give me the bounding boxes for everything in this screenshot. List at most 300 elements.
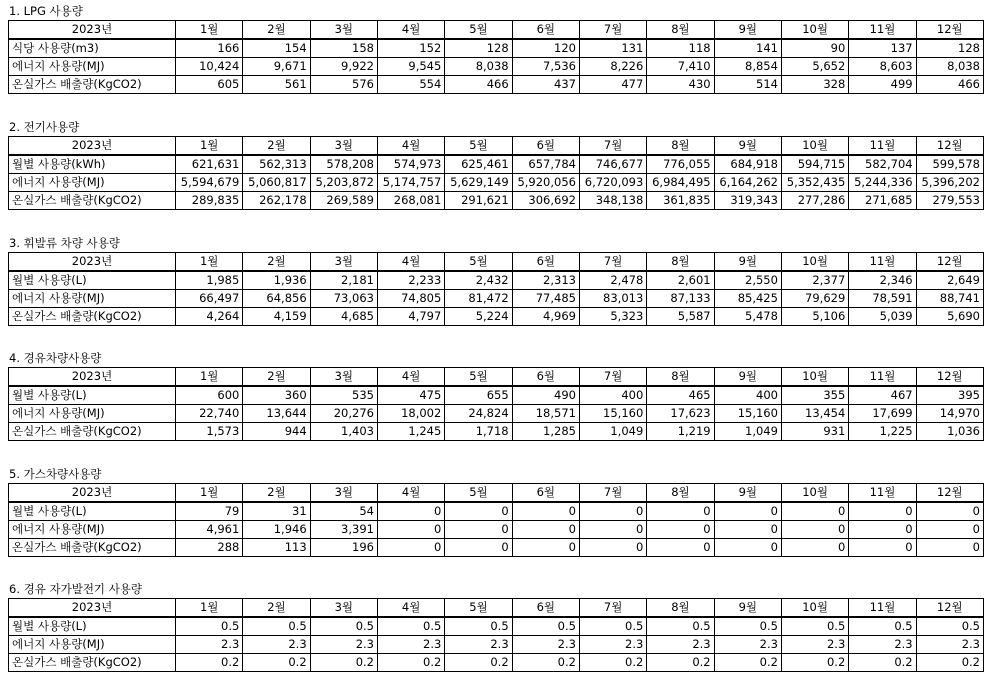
row-label-cell[interactable]: 월별 사용량(L) <box>9 502 176 521</box>
value-cell[interactable]: 8,038 <box>445 58 512 76</box>
month-header-cell[interactable]: 2월 <box>243 137 310 156</box>
month-header-cell[interactable]: 8월 <box>647 137 714 156</box>
value-cell[interactable]: 361,835 <box>647 192 714 210</box>
month-header-cell[interactable]: 4월 <box>377 253 444 272</box>
value-cell[interactable]: 0.2 <box>579 654 646 672</box>
value-cell[interactable]: 0.2 <box>647 654 714 672</box>
month-header-cell[interactable]: 9월 <box>714 599 781 618</box>
value-cell[interactable]: 18,571 <box>512 405 579 423</box>
value-cell[interactable]: 0.5 <box>176 617 243 636</box>
value-cell[interactable]: 2,550 <box>714 271 781 290</box>
value-cell[interactable]: 288 <box>176 539 243 557</box>
value-cell[interactable]: 1,225 <box>849 423 916 441</box>
value-cell[interactable]: 1,573 <box>176 423 243 441</box>
value-cell[interactable]: 78,591 <box>849 290 916 308</box>
month-header-cell[interactable]: 9월 <box>714 253 781 272</box>
month-header-cell[interactable]: 2월 <box>243 599 310 618</box>
value-cell[interactable]: 5,652 <box>781 58 848 76</box>
value-cell[interactable]: 746,677 <box>579 155 646 174</box>
value-cell[interactable]: 7,410 <box>647 58 714 76</box>
value-cell[interactable]: 466 <box>916 76 983 94</box>
value-cell[interactable]: 1,946 <box>243 521 310 539</box>
value-cell[interactable]: 2,601 <box>647 271 714 290</box>
value-cell[interactable]: 2.3 <box>647 636 714 654</box>
value-cell[interactable]: 0 <box>647 502 714 521</box>
value-cell[interactable]: 8,603 <box>849 58 916 76</box>
month-header-cell[interactable]: 8월 <box>647 253 714 272</box>
month-header-cell[interactable]: 11월 <box>849 368 916 387</box>
value-cell[interactable]: 1,403 <box>310 423 377 441</box>
value-cell[interactable]: 2.3 <box>445 636 512 654</box>
value-cell[interactable]: 0 <box>916 539 983 557</box>
month-header-cell[interactable]: 10월 <box>781 253 848 272</box>
value-cell[interactable]: 0 <box>849 502 916 521</box>
value-cell[interactable]: 499 <box>849 76 916 94</box>
value-cell[interactable]: 79,629 <box>781 290 848 308</box>
value-cell[interactable]: 0.2 <box>714 654 781 672</box>
value-cell[interactable]: 0 <box>377 539 444 557</box>
value-cell[interactable]: 9,545 <box>377 58 444 76</box>
row-label-cell[interactable]: 온실가스 배출량(KgCO2) <box>9 539 176 557</box>
value-cell[interactable]: 0 <box>781 502 848 521</box>
value-cell[interactable]: 0.2 <box>916 654 983 672</box>
value-cell[interactable]: 128 <box>916 39 983 58</box>
month-header-cell[interactable]: 1월 <box>176 368 243 387</box>
year-header-cell[interactable]: 2023년 <box>9 368 176 387</box>
row-label-cell[interactable]: 월별 사용량(kWh) <box>9 155 176 174</box>
value-cell[interactable]: 88,741 <box>916 290 983 308</box>
month-header-cell[interactable]: 4월 <box>377 368 444 387</box>
value-cell[interactable]: 5,352,435 <box>781 174 848 192</box>
value-cell[interactable]: 0.2 <box>243 654 310 672</box>
value-cell[interactable]: 466 <box>445 76 512 94</box>
row-label-cell[interactable]: 온실가스 배출량(KgCO2) <box>9 654 176 672</box>
value-cell[interactable]: 13,644 <box>243 405 310 423</box>
value-cell[interactable]: 5,920,056 <box>512 174 579 192</box>
month-header-cell[interactable]: 12월 <box>916 599 983 618</box>
year-header-cell[interactable]: 2023년 <box>9 599 176 618</box>
value-cell[interactable]: 118 <box>647 39 714 58</box>
value-cell[interactable]: 15,160 <box>714 405 781 423</box>
row-label-cell[interactable]: 월별 사용량(L) <box>9 271 176 290</box>
row-label-cell[interactable]: 에너지 사용량(MJ) <box>9 405 176 423</box>
year-header-cell[interactable]: 2023년 <box>9 484 176 503</box>
row-label-cell[interactable]: 온실가스 배출량(KgCO2) <box>9 423 176 441</box>
value-cell[interactable]: 17,699 <box>849 405 916 423</box>
value-cell[interactable]: 2.3 <box>781 636 848 654</box>
value-cell[interactable]: 0 <box>714 521 781 539</box>
month-header-cell[interactable]: 12월 <box>916 368 983 387</box>
value-cell[interactable]: 465 <box>647 386 714 405</box>
value-cell[interactable]: 5,396,202 <box>916 174 983 192</box>
value-cell[interactable]: 562,313 <box>243 155 310 174</box>
value-cell[interactable]: 1,936 <box>243 271 310 290</box>
value-cell[interactable]: 20,276 <box>310 405 377 423</box>
value-cell[interactable]: 66,497 <box>176 290 243 308</box>
value-cell[interactable]: 5,174,757 <box>377 174 444 192</box>
value-cell[interactable]: 4,969 <box>512 308 579 326</box>
month-header-cell[interactable]: 12월 <box>916 484 983 503</box>
month-header-cell[interactable]: 6월 <box>512 484 579 503</box>
value-cell[interactable]: 2.3 <box>916 636 983 654</box>
row-label-cell[interactable]: 월별 사용량(L) <box>9 386 176 405</box>
value-cell[interactable]: 279,553 <box>916 192 983 210</box>
row-label-cell[interactable]: 월별 사용량(L) <box>9 617 176 636</box>
month-header-cell[interactable]: 2월 <box>243 484 310 503</box>
month-header-cell[interactable]: 10월 <box>781 137 848 156</box>
row-label-cell[interactable]: 에너지 사용량(MJ) <box>9 521 176 539</box>
row-label-cell[interactable]: 온실가스 배출량(KgCO2) <box>9 192 176 210</box>
month-header-cell[interactable]: 1월 <box>176 599 243 618</box>
value-cell[interactable]: 1,245 <box>377 423 444 441</box>
value-cell[interactable]: 306,692 <box>512 192 579 210</box>
month-header-cell[interactable]: 10월 <box>781 599 848 618</box>
value-cell[interactable]: 5,587 <box>647 308 714 326</box>
value-cell[interactable]: 0 <box>512 539 579 557</box>
row-label-cell[interactable]: 에너지 사용량(MJ) <box>9 636 176 654</box>
month-header-cell[interactable]: 6월 <box>512 599 579 618</box>
row-label-cell[interactable]: 에너지 사용량(MJ) <box>9 290 176 308</box>
year-header-cell[interactable]: 2023년 <box>9 253 176 272</box>
month-header-cell[interactable]: 5월 <box>445 599 512 618</box>
value-cell[interactable]: 152 <box>377 39 444 58</box>
month-header-cell[interactable]: 7월 <box>579 137 646 156</box>
value-cell[interactable]: 268,081 <box>377 192 444 210</box>
value-cell[interactable]: 578,208 <box>310 155 377 174</box>
value-cell[interactable]: 2.3 <box>579 636 646 654</box>
value-cell[interactable]: 81,472 <box>445 290 512 308</box>
value-cell[interactable]: 0.5 <box>781 617 848 636</box>
value-cell[interactable]: 5,224 <box>445 308 512 326</box>
value-cell[interactable]: 15,160 <box>579 405 646 423</box>
value-cell[interactable]: 430 <box>647 76 714 94</box>
value-cell[interactable]: 535 <box>310 386 377 405</box>
value-cell[interactable]: 0 <box>445 521 512 539</box>
month-header-cell[interactable]: 6월 <box>512 368 579 387</box>
value-cell[interactable]: 490 <box>512 386 579 405</box>
value-cell[interactable]: 54 <box>310 502 377 521</box>
month-header-cell[interactable]: 1월 <box>176 21 243 40</box>
value-cell[interactable]: 13,454 <box>781 405 848 423</box>
month-header-cell[interactable]: 7월 <box>579 484 646 503</box>
month-header-cell[interactable]: 7월 <box>579 253 646 272</box>
row-label-cell[interactable]: 식당 사용량(m3) <box>9 39 176 58</box>
value-cell[interactable]: 31 <box>243 502 310 521</box>
value-cell[interactable]: 137 <box>849 39 916 58</box>
value-cell[interactable]: 0.2 <box>377 654 444 672</box>
month-header-cell[interactable]: 3월 <box>310 484 377 503</box>
value-cell[interactable]: 5,106 <box>781 308 848 326</box>
value-cell[interactable]: 0.5 <box>714 617 781 636</box>
value-cell[interactable]: 0 <box>781 539 848 557</box>
value-cell[interactable]: 64,856 <box>243 290 310 308</box>
value-cell[interactable]: 0 <box>377 502 444 521</box>
value-cell[interactable]: 277,286 <box>781 192 848 210</box>
value-cell[interactable]: 0 <box>714 539 781 557</box>
month-header-cell[interactable]: 5월 <box>445 21 512 40</box>
value-cell[interactable]: 5,244,336 <box>849 174 916 192</box>
value-cell[interactable]: 128 <box>445 39 512 58</box>
value-cell[interactable]: 655 <box>445 386 512 405</box>
month-header-cell[interactable]: 12월 <box>916 137 983 156</box>
value-cell[interactable]: 0 <box>445 502 512 521</box>
month-header-cell[interactable]: 6월 <box>512 21 579 40</box>
month-header-cell[interactable]: 8월 <box>647 368 714 387</box>
value-cell[interactable]: 5,039 <box>849 308 916 326</box>
value-cell[interactable]: 1,285 <box>512 423 579 441</box>
value-cell[interactable]: 355 <box>781 386 848 405</box>
value-cell[interactable]: 5,478 <box>714 308 781 326</box>
value-cell[interactable]: 328 <box>781 76 848 94</box>
value-cell[interactable]: 0 <box>579 521 646 539</box>
value-cell[interactable]: 1,049 <box>714 423 781 441</box>
value-cell[interactable]: 2,313 <box>512 271 579 290</box>
value-cell[interactable]: 8,854 <box>714 58 781 76</box>
value-cell[interactable]: 0.5 <box>916 617 983 636</box>
value-cell[interactable]: 594,715 <box>781 155 848 174</box>
value-cell[interactable]: 131 <box>579 39 646 58</box>
month-header-cell[interactable]: 9월 <box>714 368 781 387</box>
value-cell[interactable]: 0.5 <box>310 617 377 636</box>
month-header-cell[interactable]: 11월 <box>849 599 916 618</box>
value-cell[interactable]: 931 <box>781 423 848 441</box>
year-header-cell[interactable]: 2023년 <box>9 21 176 40</box>
value-cell[interactable]: 0.5 <box>243 617 310 636</box>
month-header-cell[interactable]: 3월 <box>310 137 377 156</box>
month-header-cell[interactable]: 4월 <box>377 599 444 618</box>
value-cell[interactable]: 2.3 <box>714 636 781 654</box>
value-cell[interactable]: 154 <box>243 39 310 58</box>
month-header-cell[interactable]: 9월 <box>714 137 781 156</box>
month-header-cell[interactable]: 5월 <box>445 137 512 156</box>
value-cell[interactable]: 0.5 <box>377 617 444 636</box>
value-cell[interactable]: 600 <box>176 386 243 405</box>
month-header-cell[interactable]: 2월 <box>243 368 310 387</box>
value-cell[interactable]: 2,432 <box>445 271 512 290</box>
value-cell[interactable]: 9,671 <box>243 58 310 76</box>
value-cell[interactable]: 113 <box>243 539 310 557</box>
value-cell[interactable]: 7,536 <box>512 58 579 76</box>
value-cell[interactable]: 120 <box>512 39 579 58</box>
value-cell[interactable]: 561 <box>243 76 310 94</box>
value-cell[interactable]: 0 <box>849 521 916 539</box>
value-cell[interactable]: 1,985 <box>176 271 243 290</box>
value-cell[interactable]: 73,063 <box>310 290 377 308</box>
value-cell[interactable]: 0.2 <box>310 654 377 672</box>
value-cell[interactable]: 269,589 <box>310 192 377 210</box>
value-cell[interactable]: 657,784 <box>512 155 579 174</box>
value-cell[interactable]: 9,922 <box>310 58 377 76</box>
value-cell[interactable]: 8,038 <box>916 58 983 76</box>
value-cell[interactable]: 0 <box>579 539 646 557</box>
value-cell[interactable]: 5,060,817 <box>243 174 310 192</box>
value-cell[interactable]: 5,323 <box>579 308 646 326</box>
value-cell[interactable]: 2,649 <box>916 271 983 290</box>
value-cell[interactable]: 2,233 <box>377 271 444 290</box>
value-cell[interactable]: 0 <box>579 502 646 521</box>
month-header-cell[interactable]: 11월 <box>849 484 916 503</box>
month-header-cell[interactable]: 8월 <box>647 484 714 503</box>
month-header-cell[interactable]: 3월 <box>310 368 377 387</box>
value-cell[interactable]: 85,425 <box>714 290 781 308</box>
value-cell[interactable]: 0.2 <box>445 654 512 672</box>
month-header-cell[interactable]: 9월 <box>714 484 781 503</box>
value-cell[interactable]: 291,621 <box>445 192 512 210</box>
month-header-cell[interactable]: 12월 <box>916 21 983 40</box>
value-cell[interactable]: 776,055 <box>647 155 714 174</box>
value-cell[interactable]: 1,219 <box>647 423 714 441</box>
value-cell[interactable]: 2.3 <box>176 636 243 654</box>
value-cell[interactable]: 400 <box>579 386 646 405</box>
month-header-cell[interactable]: 12월 <box>916 253 983 272</box>
month-header-cell[interactable]: 6월 <box>512 137 579 156</box>
row-label-cell[interactable]: 온실가스 배출량(KgCO2) <box>9 76 176 94</box>
value-cell[interactable]: 0 <box>377 521 444 539</box>
value-cell[interactable]: 0 <box>647 539 714 557</box>
value-cell[interactable]: 625,461 <box>445 155 512 174</box>
value-cell[interactable]: 0.5 <box>647 617 714 636</box>
value-cell[interactable]: 477 <box>579 76 646 94</box>
month-header-cell[interactable]: 4월 <box>377 484 444 503</box>
value-cell[interactable]: 10,424 <box>176 58 243 76</box>
value-cell[interactable]: 141 <box>714 39 781 58</box>
value-cell[interactable]: 24,824 <box>445 405 512 423</box>
value-cell[interactable]: 4,797 <box>377 308 444 326</box>
value-cell[interactable]: 6,720,093 <box>579 174 646 192</box>
month-header-cell[interactable]: 2월 <box>243 253 310 272</box>
value-cell[interactable]: 400 <box>714 386 781 405</box>
value-cell[interactable]: 158 <box>310 39 377 58</box>
value-cell[interactable]: 4,961 <box>176 521 243 539</box>
month-header-cell[interactable]: 6월 <box>512 253 579 272</box>
value-cell[interactable]: 2,346 <box>849 271 916 290</box>
value-cell[interactable]: 14,970 <box>916 405 983 423</box>
month-header-cell[interactable]: 5월 <box>445 368 512 387</box>
value-cell[interactable]: 5,203,872 <box>310 174 377 192</box>
month-header-cell[interactable]: 3월 <box>310 599 377 618</box>
value-cell[interactable]: 8,226 <box>579 58 646 76</box>
value-cell[interactable]: 22,740 <box>176 405 243 423</box>
value-cell[interactable]: 77,485 <box>512 290 579 308</box>
value-cell[interactable]: 2.3 <box>243 636 310 654</box>
value-cell[interactable]: 467 <box>849 386 916 405</box>
value-cell[interactable]: 0.2 <box>512 654 579 672</box>
value-cell[interactable]: 1,718 <box>445 423 512 441</box>
value-cell[interactable]: 0 <box>916 502 983 521</box>
month-header-cell[interactable]: 10월 <box>781 368 848 387</box>
value-cell[interactable]: 621,631 <box>176 155 243 174</box>
month-header-cell[interactable]: 4월 <box>377 137 444 156</box>
month-header-cell[interactable]: 4월 <box>377 21 444 40</box>
value-cell[interactable]: 2,377 <box>781 271 848 290</box>
value-cell[interactable]: 79 <box>176 502 243 521</box>
value-cell[interactable]: 5,690 <box>916 308 983 326</box>
value-cell[interactable]: 684,918 <box>714 155 781 174</box>
value-cell[interactable]: 289,835 <box>176 192 243 210</box>
value-cell[interactable]: 83,013 <box>579 290 646 308</box>
value-cell[interactable]: 18,002 <box>377 405 444 423</box>
value-cell[interactable]: 0 <box>445 539 512 557</box>
month-header-cell[interactable]: 5월 <box>445 484 512 503</box>
value-cell[interactable]: 0.5 <box>445 617 512 636</box>
value-cell[interactable]: 0.5 <box>849 617 916 636</box>
month-header-cell[interactable]: 2월 <box>243 21 310 40</box>
value-cell[interactable]: 348,138 <box>579 192 646 210</box>
month-header-cell[interactable]: 1월 <box>176 253 243 272</box>
month-header-cell[interactable]: 7월 <box>579 599 646 618</box>
value-cell[interactable]: 262,178 <box>243 192 310 210</box>
month-header-cell[interactable]: 7월 <box>579 368 646 387</box>
value-cell[interactable]: 4,159 <box>243 308 310 326</box>
value-cell[interactable]: 319,343 <box>714 192 781 210</box>
value-cell[interactable]: 2,181 <box>310 271 377 290</box>
month-header-cell[interactable]: 11월 <box>849 253 916 272</box>
value-cell[interactable]: 0.2 <box>849 654 916 672</box>
value-cell[interactable]: 166 <box>176 39 243 58</box>
value-cell[interactable]: 475 <box>377 386 444 405</box>
value-cell[interactable]: 1,036 <box>916 423 983 441</box>
value-cell[interactable]: 0 <box>512 502 579 521</box>
value-cell[interactable]: 0.2 <box>781 654 848 672</box>
month-header-cell[interactable]: 1월 <box>176 137 243 156</box>
value-cell[interactable]: 5,594,679 <box>176 174 243 192</box>
value-cell[interactable]: 196 <box>310 539 377 557</box>
value-cell[interactable]: 582,704 <box>849 155 916 174</box>
value-cell[interactable]: 599,578 <box>916 155 983 174</box>
month-header-cell[interactable]: 10월 <box>781 21 848 40</box>
month-header-cell[interactable]: 9월 <box>714 21 781 40</box>
value-cell[interactable]: 0 <box>849 539 916 557</box>
value-cell[interactable]: 2,478 <box>579 271 646 290</box>
month-header-cell[interactable]: 1월 <box>176 484 243 503</box>
value-cell[interactable]: 4,685 <box>310 308 377 326</box>
month-header-cell[interactable]: 7월 <box>579 21 646 40</box>
value-cell[interactable]: 74,805 <box>377 290 444 308</box>
value-cell[interactable]: 574,973 <box>377 155 444 174</box>
value-cell[interactable]: 17,623 <box>647 405 714 423</box>
value-cell[interactable]: 4,264 <box>176 308 243 326</box>
value-cell[interactable]: 360 <box>243 386 310 405</box>
value-cell[interactable]: 554 <box>377 76 444 94</box>
value-cell[interactable]: 605 <box>176 76 243 94</box>
month-header-cell[interactable]: 5월 <box>445 253 512 272</box>
value-cell[interactable]: 0 <box>512 521 579 539</box>
year-header-cell[interactable]: 2023년 <box>9 137 176 156</box>
value-cell[interactable]: 6,984,495 <box>647 174 714 192</box>
row-label-cell[interactable]: 온실가스 배출량(KgCO2) <box>9 308 176 326</box>
value-cell[interactable]: 90 <box>781 39 848 58</box>
month-header-cell[interactable]: 8월 <box>647 599 714 618</box>
value-cell[interactable]: 0 <box>781 521 848 539</box>
value-cell[interactable]: 0.5 <box>512 617 579 636</box>
value-cell[interactable]: 2.3 <box>310 636 377 654</box>
value-cell[interactable]: 514 <box>714 76 781 94</box>
month-header-cell[interactable]: 10월 <box>781 484 848 503</box>
value-cell[interactable]: 6,164,262 <box>714 174 781 192</box>
value-cell[interactable]: 2.3 <box>849 636 916 654</box>
value-cell[interactable]: 0.2 <box>176 654 243 672</box>
value-cell[interactable]: 437 <box>512 76 579 94</box>
month-header-cell[interactable]: 8월 <box>647 21 714 40</box>
value-cell[interactable]: 395 <box>916 386 983 405</box>
value-cell[interactable]: 0 <box>916 521 983 539</box>
month-header-cell[interactable]: 3월 <box>310 21 377 40</box>
value-cell[interactable]: 944 <box>243 423 310 441</box>
month-header-cell[interactable]: 11월 <box>849 21 916 40</box>
month-header-cell[interactable]: 3월 <box>310 253 377 272</box>
value-cell[interactable]: 3,391 <box>310 521 377 539</box>
value-cell[interactable]: 2.3 <box>512 636 579 654</box>
